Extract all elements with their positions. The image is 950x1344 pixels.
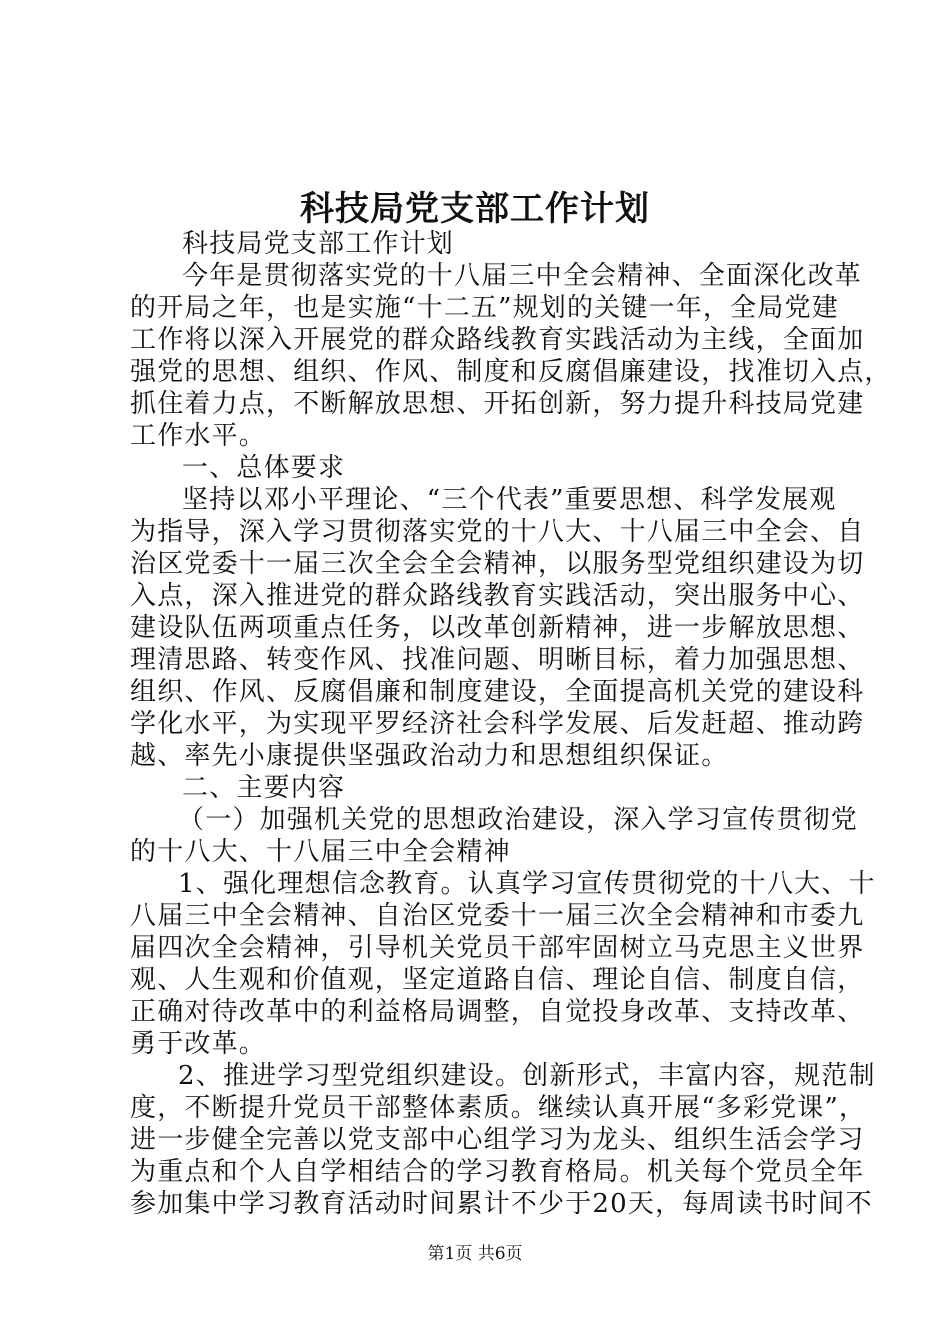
section-heading: 一、总体要求 <box>182 453 346 483</box>
section-heading: 二、主要内容 <box>182 773 346 803</box>
paragraph-line: 今年是贯彻落实党的十八届三中全会精神、全面深化改革 <box>182 261 863 291</box>
subsection-heading: （一）加强机关党的思想政治建设，深入学习宣传贯彻党 <box>178 805 859 835</box>
paragraph-line: 组织、作风、反腐倡廉和制度建设，全面提高机关党的建设科 <box>130 677 865 707</box>
paragraph-line: 的开局之年，也是实施“十二五”规划的关键一年，全局党建 <box>130 293 839 323</box>
paragraph-line: 入点，深入推进党的群众路线教育实践活动，突出服务中心、 <box>130 581 865 611</box>
page-title: 科技局党支部工作计划 <box>300 189 650 229</box>
paragraph-line: 届四次全会精神，引导机关党员干部牢固树立马克思主义世界 <box>130 933 865 963</box>
paragraph-line: 坚持以邓小平理论、“三个代表”重要思想、科学发展观 <box>182 485 837 515</box>
paragraph-line: 度，不断提升党员干部整体素质。继续认真开展“多彩党课”， <box>130 1093 867 1123</box>
paragraph-line: 工作将以深入开展党的群众路线教育实践活动为主线，全面加 <box>130 325 865 355</box>
paragraph-line: 理清思路、转变作风、找准问题、明晰目标，着力加强思想、 <box>130 645 865 675</box>
paragraph-line: 建设队伍两项重点任务，以改革创新精神，进一步解放思想、 <box>130 613 865 643</box>
paragraph-line: 八届三中全会精神、自治区党委十一届三次全会精神和市委九 <box>130 901 865 931</box>
page-footer: 第1页 共6页 <box>427 1244 523 1264</box>
paragraph-line: 进一步健全完善以党支部中心组学习为龙头、组织生活会学习 <box>130 1125 865 1155</box>
paragraph-line: 1、强化理想信念教育。认真学习宣传贯彻党的十八大、十 <box>178 869 876 899</box>
paragraph-line: 2、推进学习型党组织建设。创新形式，丰富内容，规范制 <box>178 1061 876 1091</box>
paragraph-line: 勇于改革。 <box>130 1029 267 1059</box>
paragraph-line: 正确对待改革中的利益格局调整，自觉投身改革、支持改革、 <box>130 997 865 1027</box>
paragraph-line: 观、人生观和价值观，坚定道路自信、理论自信、制度自信， <box>130 965 865 995</box>
paragraph-line: 为指导，深入学习贯彻落实党的十八大、十八届三中全会、自 <box>130 517 865 547</box>
paragraph-line: 学化水平，为实现平罗经济社会科学发展、后发赶超、推动跨 <box>130 709 865 739</box>
paragraph-line: 越、率先小康提供坚强政治动力和思想组织保证。 <box>130 741 729 771</box>
paragraph-line: 工作水平。 <box>130 421 267 451</box>
paragraph-line: 参加集中学习教育活动时间累计不少于20天，每周读书时间不 <box>130 1189 873 1219</box>
subtitle-line: 科技局党支部工作计划 <box>182 229 455 259</box>
paragraph-line: 治区党委十一届三次全会全会精神，以服务型党组织建设为切 <box>130 549 865 579</box>
subsection-heading: 的十八大、十八届三中全会精神 <box>130 837 511 867</box>
paragraph-line: 抓住着力点，不断解放思想、开拓创新，努力提升科技局党建 <box>130 389 865 419</box>
paragraph-line: 为重点和个人自学相结合的学习教育格局。机关每个党员全年 <box>130 1157 865 1187</box>
paragraph-line: 强党的思想、组织、作风、制度和反腐倡廉建设，找准切入点， <box>130 357 892 387</box>
